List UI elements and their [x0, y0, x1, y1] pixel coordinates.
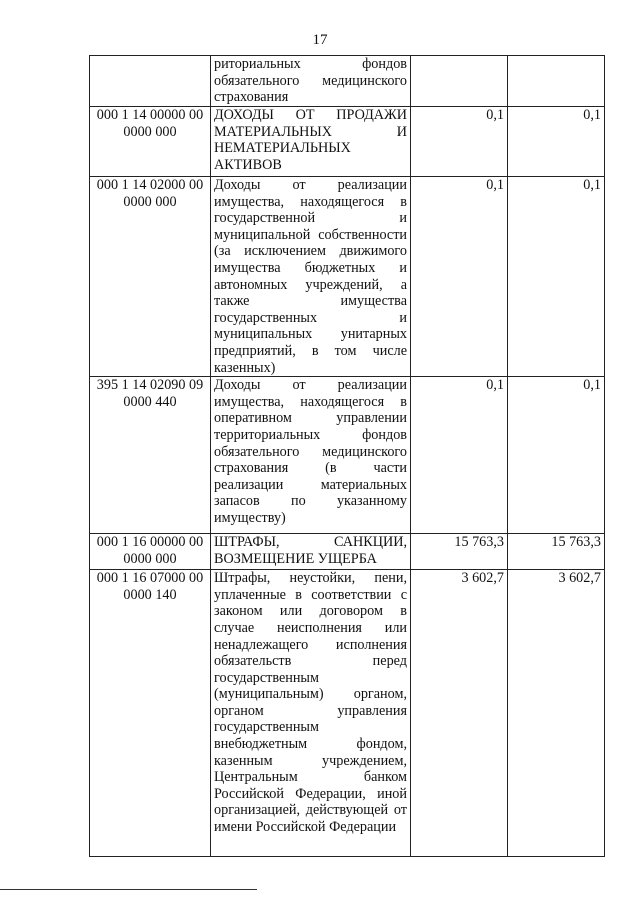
- page-number: 17: [312, 32, 328, 48]
- row-name: Штрафы, неустойки, пени, уплаченные в соответствии с законом или договором в случае неисполнения или ненадлежащего исполнения обязательств перед государственным (муниципальным) органом, органом управления государственным внебюджетным фондом, казенным учреждением, Центральным банком Российской Федерации, иной организацией, действующей от имени Российской Федерации: [211, 570, 411, 857]
- row-value-2: 0,1: [508, 177, 605, 377]
- row-name: Доходы от реализации имущества, находящегося в государственной и муниципальной собственности (за исключением движимого имущества бюджетных и автономных учреждений, а также имущества государственных и муниципальных унитарных предприятий, в том числе казенных): [211, 177, 411, 377]
- row-value-2: 0,1: [508, 377, 605, 534]
- footnote-divider: [0, 889, 257, 890]
- row-value-1: 0,1: [411, 377, 508, 534]
- table-row: [90, 534, 605, 570]
- row-value-2: 15 763,3: [508, 534, 605, 570]
- row-value-1: 0,1: [411, 177, 508, 377]
- table-row: [90, 177, 605, 377]
- row-value-1: 0,1: [411, 107, 508, 177]
- table-row: [90, 56, 605, 107]
- row-name: ШТРАФЫ, САНКЦИИ, ВОЗМЕЩЕНИЕ УЩЕРБА: [211, 534, 411, 570]
- row-value-1: 3 602,7: [411, 570, 508, 857]
- row-code: 000 1 14 00000 00 0000 000: [90, 107, 211, 177]
- row-code: [90, 56, 211, 107]
- row-name: риториальных фондов обязательного медицинского страхования: [211, 56, 411, 107]
- row-value-2: 0,1: [508, 107, 605, 177]
- table-row: [90, 377, 605, 534]
- row-value-2: [508, 56, 605, 107]
- row-name: ДОХОДЫ ОТ ПРОДАЖИ МАТЕРИАЛЬНЫХ И НЕМАТЕРИАЛЬНЫХ АКТИВОВ: [211, 107, 411, 177]
- row-value-1: [411, 56, 508, 107]
- row-code: 395 1 14 02090 09 0000 440: [90, 377, 211, 534]
- row-name: Доходы от реализации имущества, находящегося в оперативном управлении территориальных фондов обязательного медицинского страхования (в части реализации материальных запасов по указанному имуществу): [211, 377, 411, 534]
- row-value-1: 15 763,3: [411, 534, 508, 570]
- row-code: 000 1 14 02000 00 0000 000: [90, 177, 211, 377]
- row-code: 000 1 16 07000 00 0000 140: [90, 570, 211, 857]
- table-row: [90, 570, 605, 857]
- revenue-table: [89, 55, 605, 857]
- table-row: [90, 107, 605, 177]
- row-code: 000 1 16 00000 00 0000 000: [90, 534, 211, 570]
- row-value-2: 3 602,7: [508, 570, 605, 857]
